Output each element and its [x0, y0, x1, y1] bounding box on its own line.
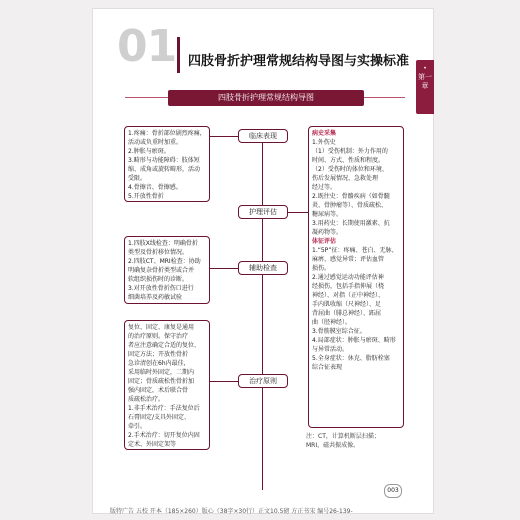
connector-clinical — [210, 136, 238, 137]
text-line: 活动或负重时加重。 — [128, 139, 183, 146]
text-line: 2.通过感觉运动功能评估神 — [312, 274, 384, 281]
text-line: 明确复杂骨折类型或合并 — [128, 267, 195, 274]
text-line: 石膏固定/支具外固定、 — [128, 414, 191, 421]
diagram-spine — [262, 130, 263, 490]
connector-assessment — [288, 212, 308, 213]
text-line: 细菌培养及药敏试验 — [128, 294, 183, 301]
history-heading: 病史采集 — [312, 130, 337, 137]
text-line: 3.对开放性骨折伤口进行 — [128, 285, 194, 292]
text-line: 2.四肢CT、MRI检查：协助 — [128, 258, 201, 265]
text-line: 凝药物等。 — [312, 229, 343, 236]
box-auxiliary — [124, 236, 210, 304]
text-line: 2.肿胀与瘀斑。 — [128, 148, 170, 155]
text-line: 1.四肢X线检查：明确骨折 — [128, 240, 198, 247]
text-line: 综合征表现 — [312, 364, 343, 371]
text-line: 受限。 — [128, 175, 147, 182]
text-line: 软组织损伤时的诊断。 — [128, 276, 189, 283]
chapter-divider — [177, 37, 180, 73]
text-line: 4.骨擦音、骨擦感。 — [128, 184, 182, 191]
print-footer: 版特广告 五校 开本（185×260）版心（38字×30行）正文10.5磅 方正书宋 编号26-139- — [110, 508, 353, 515]
text-line: 曲（胫神经）。 — [312, 319, 352, 326]
text-line: 与异常活动。 — [312, 346, 349, 353]
exam-heading: 体征评估 — [312, 238, 337, 245]
text-line: 手内肌收缩（尺神经）、足 — [312, 301, 382, 308]
text-line: 强内固定，术后联合骨 — [128, 387, 189, 394]
footnote-line: MRI，磁共振成像。 — [306, 442, 360, 449]
text-line: （2）受伤时的体位和环境、 — [312, 166, 388, 173]
text-line: 5.全身症状：休克、脂肪栓塞 — [312, 355, 390, 362]
text-line: 1.疼痛：骨折部位剧烈疼痛， — [128, 130, 206, 137]
text-line: 背屈曲（腓总神经）、跖屈 — [312, 310, 382, 317]
text-line: 的治疗原则。保守治疗 — [128, 333, 189, 340]
text-line: 固定；骨质疏松性骨折加 — [128, 378, 195, 385]
tab-dot-icon: • — [423, 65, 427, 72]
text-line: 1.“5P”征：疼痛、苍白、无脉、 — [312, 247, 398, 254]
text-line: 经损伤，包括手指伸展（桡 — [312, 283, 385, 290]
text-line: 2.既往史：骨骼疾病（如骨髓 — [312, 193, 390, 200]
connector-auxiliary — [210, 268, 238, 269]
footnote — [306, 432, 380, 450]
box-clinical — [124, 126, 210, 202]
text-line: 糖尿病等。 — [312, 211, 343, 218]
text-line: 缩、成角或旋转畸形，活动 — [128, 166, 201, 173]
text-line: 2.手术治疗：切开复位内固 — [128, 432, 200, 439]
text-line: 麻痹、感觉异常；评估血管 — [312, 256, 385, 263]
box-treatment — [124, 320, 210, 450]
node-assessment: 护理评估 — [238, 205, 288, 219]
text-line: 时间、方式、性质和程度。 — [312, 157, 385, 164]
section-banner: 四肢骨折护理常规结构导图 — [168, 90, 364, 106]
text-line: 1.外伤史 — [312, 139, 336, 146]
text-line: 4.局部症状：肿胀与瘀斑、畸形 — [312, 337, 396, 344]
text-line: 质疏松治疗。 — [128, 396, 165, 403]
text-line: 固定方法；开放性骨折 — [128, 351, 189, 358]
text-line: 牵引。 — [128, 423, 147, 430]
text-line: 经过等。 — [312, 184, 337, 191]
text-line: 3.用药史：长期使用激素、抗 — [312, 220, 390, 227]
text-line: 1.非手术治疗：手法复位后 — [128, 405, 200, 412]
chapter-side-tab — [416, 60, 434, 114]
page-number: 003 — [384, 484, 402, 498]
node-auxiliary: 辅助检查 — [238, 261, 288, 275]
text-line: 3.骨筋膜室综合征。 — [312, 328, 366, 335]
text-line: 神经）、对指（正中神经）、 — [312, 292, 385, 299]
connector-treatment — [210, 381, 238, 382]
text-line: 炎、骨肿瘤等）、骨质疏松、 — [312, 202, 388, 209]
text-line: 5.开放性骨折 — [128, 193, 164, 200]
node-clinical: 临床表现 — [238, 129, 288, 143]
text-line: 急诊清创在6h内最佳， — [128, 360, 190, 367]
text-line: 伤后发展情况、急救处理 — [312, 175, 379, 182]
text-line: 者应注意确定合适的复位、 — [128, 342, 201, 349]
text-line: 类型及骨折移位情况。 — [128, 249, 189, 256]
text-line: 3.畸形与功能障碍：肢体短 — [128, 157, 200, 164]
box-assessment — [308, 126, 404, 428]
text-line: 复位、固定、康复是通用 — [128, 324, 195, 331]
text-line: 定术、外固定架等 — [128, 441, 177, 448]
chapter-tab-label: 第一章 — [418, 73, 432, 90]
text-line: 损伤。 — [312, 265, 331, 272]
chapter-title: 四肢骨折护理常规结构导图与实操标准 — [188, 54, 410, 69]
footnote-line: 注：CT，计算机断层扫描； — [306, 433, 380, 440]
chapter-number: 01 — [117, 21, 177, 72]
text-line: 采用临时外固定，二期内 — [128, 369, 195, 376]
node-treatment: 治疗原则 — [238, 374, 288, 388]
text-line: （1）受伤机制：外力作用的 — [312, 148, 388, 155]
